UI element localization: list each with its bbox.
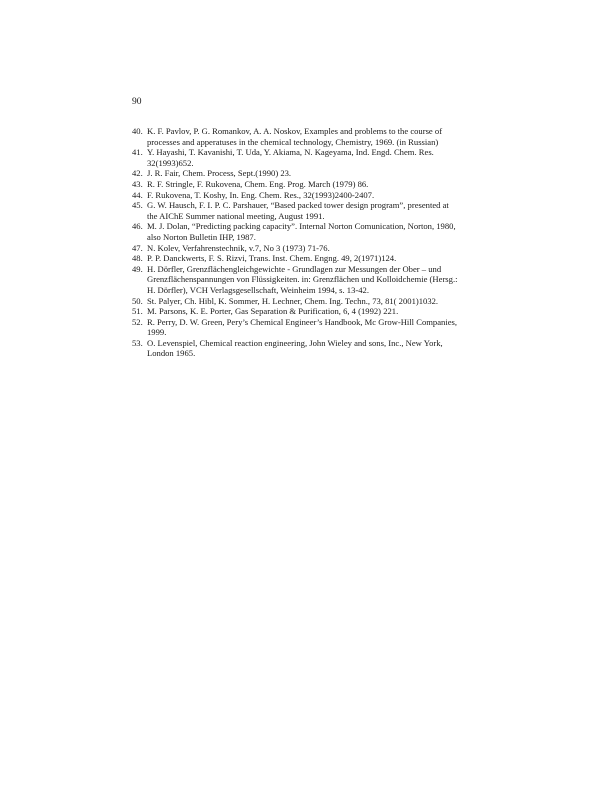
page-number: 90 [132,97,142,107]
reference-line: R. Perry, D. W. Green, Pery’s Chemical Engineer’s Handbook, Mc Grow-Hill Companies, [147,316,458,327]
reference-number: 44. [132,189,143,200]
reference-number: 45. [132,200,143,211]
reference-line: 32(1993)652. [147,157,194,168]
reference-line: also Norton Bulletin IHP, 1987. [147,231,256,242]
reference-number: 51. [132,306,143,317]
reference-line: processes and apperatuses in the chemical technology, Chemistry, 1969. (in Russian) [147,136,439,147]
reference-item [132,147,484,168]
reference-item [132,200,484,221]
reference-number: 47. [132,242,143,253]
reference-line: G. W. Hausch, F. I. P. C. Parshauer, “Based packed tower design program”, presented at [147,200,449,211]
reference-line: London 1965. [147,348,196,359]
reference-number: 43. [132,178,143,189]
reference-item [132,296,484,307]
reference-line: 1999. [147,327,167,338]
reference-item [132,317,484,338]
reference-number: 50. [132,295,143,306]
reference-item [132,306,484,317]
reference-item [132,168,484,179]
reference-item [132,264,484,296]
reference-number: 40. [132,126,143,136]
reference-number: 42. [132,168,143,179]
reference-number: 48. [132,253,143,264]
reference-item [132,190,484,201]
reference-line: Y. Hayashi, T. Kavanishi, T. Uda, Y. Akiama, N. Kageyama, Ind. Engd. Chem. Res. [147,147,434,158]
reference-line: Grenzflächenspannungen von Flüssigkeiten. in: Grenzflächen und Kolloidchemie (Hersg.: [147,274,458,285]
reference-list [132,126,484,359]
reference-item [132,338,484,359]
reference-line: H. Dörfler, Grenzflächengleichgewichte - Grundlagen zur Messungen der Ober – und [147,263,442,274]
reference-item [132,179,484,190]
reference-line: R. F. Stringle, F. Rukovena, Chem. Eng. Prog. March (1979) 86. [147,178,369,189]
reference-line: F. Rukovena, T. Koshy, In. Eng. Chem. Res., 32(1993)2400-2407. [147,189,375,200]
reference-item [132,253,484,264]
reference-item [132,126,484,147]
reference-line: M. J. Dolan, “Predicting packing capacity”. Internal Norton Comunication, Norton, 1980, [147,221,456,232]
reference-line: H. Dörfler), VCH Verlagsgesellschaft, Weinheim 1994, s. 13-42. [147,284,369,295]
reference-line: O. Levenspiel, Chemical reaction engineering, John Wieley and sons, Inc., New York, [147,337,443,348]
reference-number: 41. [132,147,143,158]
reference-number: 52. [132,316,143,327]
reference-line: K. F. Pavlov, P. G. Romankov, A. A. Noskov, Examples and problems to the course of [147,126,443,136]
reference-line: M. Parsons, K. E. Porter, Gas Separation & Purification, 6, 4 (1992) 221. [147,306,399,317]
reference-line: the AIChE Summer national meeting, August 1991. [147,210,325,221]
reference-number: 49. [132,263,143,274]
reference-line: N. Kolev, Verfahrenstechnik, v.7, No 3 (1973) 71-76. [147,242,330,253]
reference-item [132,243,484,254]
reference-line: St. Palyer, Ch. Hibl, K. Sommer, H. Lechner, Chem. Ing. Techn., 73, 81( 2001)1032. [147,295,439,306]
reference-line: J. R. Fair, Chem. Process, Sept.(1990) 23. [147,168,292,179]
reference-number: 53. [132,337,143,348]
reference-item [132,221,484,242]
reference-number: 46. [132,221,143,232]
reference-line: P. P. Danckwerts, F. S. Rizvi, Trans. Inst. Chem. Engng. 49, 2(1971)124. [147,253,397,264]
